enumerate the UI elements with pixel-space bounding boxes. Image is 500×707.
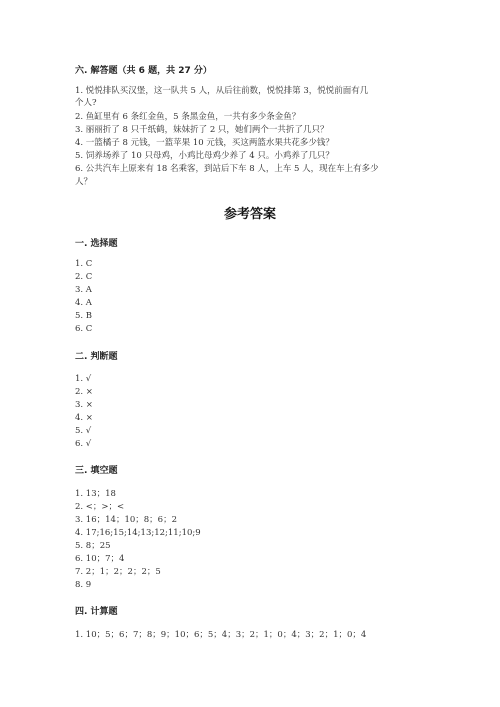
answer-line: 3. × [75,400,93,410]
section-heading: 三. 填空题 [75,466,118,476]
section-heading: 一. 选择题 [75,239,118,249]
answer-line: 1. 13；18 [75,489,116,499]
question-line: 个人? [75,98,97,108]
answer-line: 6. √ [75,439,92,449]
question-line: 3. 丽丽折了 8 只千纸鹤，妹妹折了 2 只，她们两个一共折了几只？ [75,125,329,135]
section-heading: 四. 计算题 [75,607,118,617]
answer-line: 1. 10；5；6；7；8；9；10；6；5；4；3；2；1；0；4；3；2；1；0；4 [75,630,367,640]
question-line: 6. 公共汽车上原来有 18 名乘客，到站后下车 8 人，上车 5 人，现在车上有多少 [75,164,379,174]
question-line: 人？ [75,177,93,187]
answer-line: 6. 10；7；4 [75,554,125,564]
question-line: 1. 悦悦排队买汉堡，这一队共 5 人，从后往前数，悦悦排第 3，悦悦前面有几 [75,86,369,96]
answer-line: 2. × [75,387,93,397]
answer-line: 5. B [75,311,93,321]
answer-line: 5. 8；25 [75,541,111,551]
answer-line: 5. √ [75,426,92,436]
answer-line: 2. <；>；< [75,502,125,512]
answer-line: 1. √ [75,374,92,384]
answer-line: 4. 17;16;15;14;13;12;11;10;9 [75,528,201,538]
answer-line: 8. 9 [75,580,92,590]
section-heading: 二. 判断题 [75,352,118,362]
answer-line: 6. C [75,324,93,334]
question-line: 5. 饲养场养了 10 只母鸡，小鸡比母鸡少养了 4 只。小鸡养了几只？ [75,151,334,161]
question-line: 2. 鱼缸里有 6 条红金鱼，5 条黑金鱼，一共有多少条金鱼？ [75,112,301,122]
answer-line: 4. A [75,298,92,308]
answer-line: 4. × [75,413,93,423]
section-heading: 六. 解答题（共 6 题，共 27 分） [75,66,212,76]
answer-title: 参考答案 [223,207,276,222]
answer-line: 3. A [75,285,92,295]
answer-line: 2. C [75,272,93,282]
question-line: 4. 一篮橘子 8 元钱，一篮苹果 10 元钱，买这两篮水果共花多少钱？ [75,138,334,148]
answer-line: 3. 16；14；10；8；6；2 [75,515,177,525]
answer-line: 7. 2；1；2；2；2；5 [75,567,161,577]
answer-line: 1. C [75,259,93,269]
